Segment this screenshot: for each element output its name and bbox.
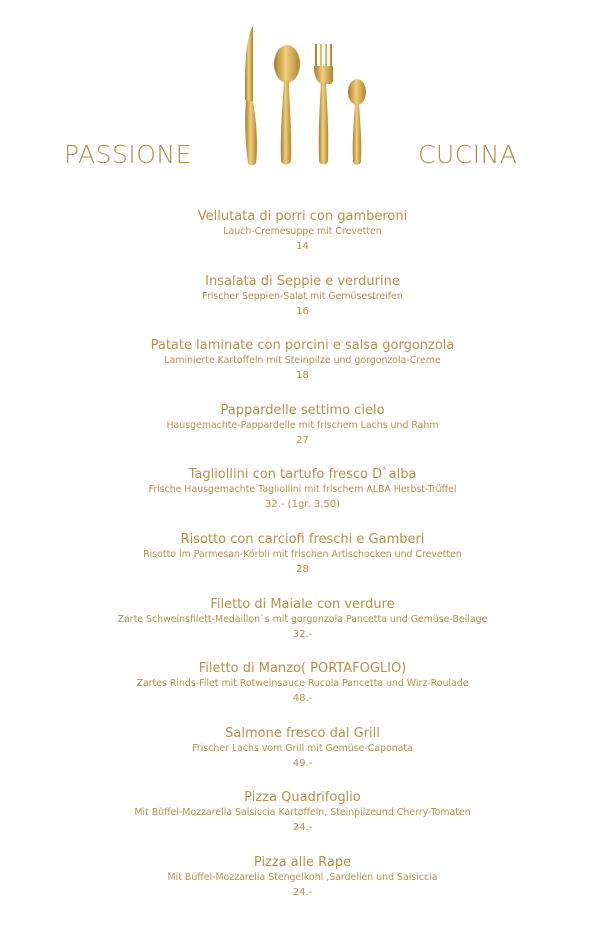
dish-description: Mit Büffel-Mozzarella Stengelkohl ,Sardellen und Salsiccia bbox=[167, 871, 438, 883]
dish-name: Insalata di Seppie e verdurine bbox=[205, 273, 400, 289]
menu-header bbox=[0, 0, 605, 190]
menu-item bbox=[0, 402, 605, 467]
dish-description: Hausgemachte-Pappardelle mit frischem Lachs und Rahm bbox=[166, 419, 439, 431]
menu-list bbox=[0, 208, 605, 919]
dish-description: Risotto im Parmesan-Körbli mit frischen Artischocken und Crevetten bbox=[143, 548, 462, 560]
dish-description: Zarte Schweinsfilett-Medaillon`s mit gorgonzola Pancetta und Gemüse-Beilage bbox=[117, 613, 488, 625]
dish-name: Pizza Quadrifoglio bbox=[244, 790, 361, 806]
fork-icon bbox=[314, 44, 333, 165]
dish-name: Pappardelle settimo cielo bbox=[220, 402, 385, 418]
menu-item bbox=[0, 789, 605, 854]
menu-item bbox=[0, 660, 605, 725]
knife-icon bbox=[245, 26, 257, 165]
dish-description: Frischer Seppien-Salat mit Gemüsestreifen bbox=[202, 290, 403, 302]
dish-price: 49.- bbox=[292, 757, 313, 769]
dish-price: 32.- bbox=[292, 628, 313, 640]
dish-description: Mit Büffel-Mozzarella Salsiccia Kartoffeln, Steinpilzeund Cherry-Tomaten bbox=[134, 807, 471, 819]
dish-name: Tagliollini con tartufo fresco D`alba bbox=[188, 467, 417, 483]
dish-name: Patate laminate con porcini e salsa gorgonzola bbox=[150, 338, 455, 354]
teaspoon-icon bbox=[348, 79, 366, 165]
spoon-icon bbox=[274, 45, 300, 165]
dish-name: Vellutata di porri con gamberoni bbox=[197, 209, 408, 224]
dish-price: 18 bbox=[296, 370, 309, 382]
dish-price: 16 bbox=[296, 305, 309, 317]
dish-description: Frische Hausgemachte Tagliollini mit frischem ALBA Herbst-Trüffel bbox=[148, 484, 457, 496]
menu-item bbox=[0, 854, 605, 919]
dish-name: Pizza alle Rape bbox=[253, 854, 352, 870]
menu-item bbox=[0, 725, 605, 790]
dish-price: 14 bbox=[296, 241, 309, 252]
menu-item bbox=[0, 466, 605, 531]
dish-description: Zartes Rinds-Filet mit Rotweinsauce Rucola Pancetta und Wirz-Roulade bbox=[136, 678, 469, 690]
dish-name: Filetto di Maiale con verdure bbox=[210, 596, 395, 612]
dish-price: 48.- bbox=[292, 693, 313, 705]
menu-item bbox=[0, 208, 605, 273]
dish-description: Lauch-Cremesuppe mit Crevetten bbox=[223, 226, 382, 237]
menu-item bbox=[0, 273, 605, 338]
brand-title-left: PASSIONE bbox=[64, 140, 192, 169]
menu-item bbox=[0, 596, 605, 661]
dish-price: 24.- bbox=[292, 822, 313, 834]
dish-description: Frischer Lachs vom Grill mit Gemüse-Caponata bbox=[192, 742, 413, 754]
dish-description: Laminierte Kartoffeln mit Steinpilze und gorgonzola-Creme bbox=[164, 355, 441, 367]
menu-item bbox=[0, 531, 605, 596]
dish-name: Filetto di Manzo( PORTAFOGLIO) bbox=[198, 661, 407, 677]
dish-price: 32.- (1gr. 3.50) bbox=[264, 499, 341, 511]
dish-name: Risotto con carciofi freschi e Gamberi bbox=[180, 531, 425, 547]
dish-name: Salmone fresco dal Grill bbox=[225, 725, 380, 741]
cutlery-icon bbox=[236, 20, 376, 170]
dish-price: 28 bbox=[296, 563, 309, 575]
menu-item bbox=[0, 337, 605, 402]
dish-price: 24.- bbox=[292, 886, 313, 898]
dish-price: 27 bbox=[296, 434, 309, 446]
brand-title-right: CUCINA bbox=[418, 140, 518, 169]
